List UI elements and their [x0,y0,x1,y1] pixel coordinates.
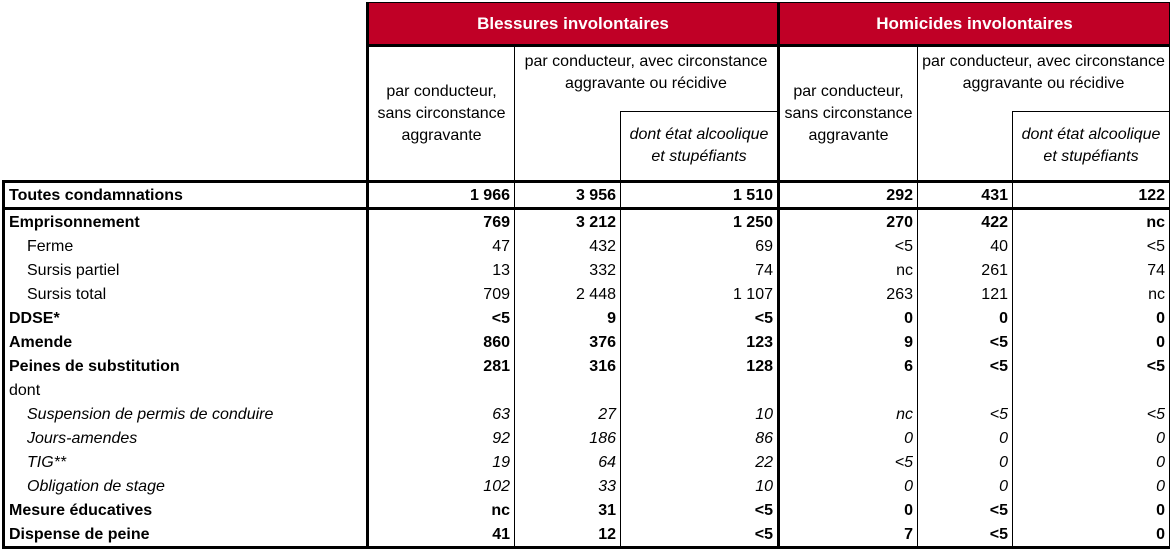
subhead-blessures-sans: par conducteur, sans circonstance aggravante [368,46,515,182]
row-label: Dispense de peine [4,522,368,548]
cell-value: <5 [918,522,1013,548]
row-label: Jours-amendes [4,426,368,450]
cell-value: 432 [515,234,621,258]
cell-value: 0 [779,306,918,330]
cell-value: 709 [368,282,515,306]
cell-value: 1 510 [621,182,779,209]
table-row [4,378,1170,402]
cell-value: 0 [779,498,918,522]
subheader-row-1 [4,46,1170,112]
cell-value: 281 [368,354,515,378]
cell-value: 63 [368,402,515,426]
cell-value: <5 [1013,402,1170,426]
cell-value: 270 [779,209,918,235]
cell-value [779,378,918,402]
cell-value: <5 [621,306,779,330]
table-row [4,354,1170,378]
subheader-row-2 [4,112,1170,182]
cell-value: 0 [1013,474,1170,498]
cell-value: <5 [1013,354,1170,378]
row-label: dont [4,378,368,402]
cell-value: 3 212 [515,209,621,235]
cell-value: 47 [368,234,515,258]
cell-value [1013,378,1170,402]
cell-value: 261 [918,258,1013,282]
subhead-homicides-avec: par conducteur, avec circonstance aggravante ou récidive [918,46,1170,112]
cell-value: <5 [918,354,1013,378]
row-label: Toutes condamnations [4,182,368,209]
cell-value: <5 [779,234,918,258]
row-label: Peines de substitution [4,354,368,378]
corner-cell [4,46,368,112]
subhead-blessures-dont: dont état alcoolique et stupéfiants [621,112,779,182]
cell-value: 2 448 [515,282,621,306]
subhead-blessures-avec: par conducteur, avec circonstance aggravante ou récidive [515,46,779,112]
cell-value: 0 [1013,498,1170,522]
cell-value: 69 [621,234,779,258]
cell-value: nc [779,258,918,282]
cell-value: 769 [368,209,515,235]
table-row [4,282,1170,306]
cell-value: 64 [515,450,621,474]
table-row [4,402,1170,426]
table-row [4,258,1170,282]
cell-value: 3 956 [515,182,621,209]
row-label: Sursis total [4,282,368,306]
table-row [4,522,1170,548]
row-label: Suspension de permis de conduire [4,402,368,426]
group-header-homicides: Homicides involontaires [779,3,1170,46]
cell-value: 376 [515,330,621,354]
table-row [4,474,1170,498]
cell-value: 123 [621,330,779,354]
subhead-blessures-avec-spacer [515,112,621,182]
cell-value [621,378,779,402]
row-label: Obligation de stage [4,474,368,498]
table-row [4,330,1170,354]
group-header-row [4,3,1170,46]
subhead-homicides-sans: par conducteur, sans circonstance aggravante [779,46,918,182]
table-row [4,450,1170,474]
cell-value: 10 [621,474,779,498]
cell-value: nc [1013,282,1170,306]
corner-cell [4,3,368,46]
cell-value: 422 [918,209,1013,235]
cell-value: 0 [1013,426,1170,450]
group-header-blessures: Blessures involontaires [368,3,779,46]
cell-value: 128 [621,354,779,378]
cell-value: 33 [515,474,621,498]
cell-value: 1 966 [368,182,515,209]
cell-value: 92 [368,426,515,450]
cell-value: 7 [779,522,918,548]
cell-value: 74 [1013,258,1170,282]
cell-value: 102 [368,474,515,498]
cell-value: 186 [515,426,621,450]
cell-value: 0 [779,474,918,498]
cell-value: 0 [918,450,1013,474]
corner-cell [4,112,368,182]
row-label: Ferme [4,234,368,258]
cell-value: 13 [368,258,515,282]
sentencing-table [2,2,1170,549]
table-row [4,498,1170,522]
cell-value [515,378,621,402]
row-label: Sursis partiel [4,258,368,282]
row-label: Amende [4,330,368,354]
cell-value: 431 [918,182,1013,209]
cell-value: 12 [515,522,621,548]
cell-value: <5 [621,498,779,522]
cell-value: 0 [1013,522,1170,548]
cell-value: 19 [368,450,515,474]
cell-value: 332 [515,258,621,282]
table-row [4,426,1170,450]
cell-value: <5 [368,306,515,330]
cell-value: 316 [515,354,621,378]
cell-value: 1 250 [621,209,779,235]
cell-value: <5 [918,498,1013,522]
cell-value: 74 [621,258,779,282]
cell-value: 41 [368,522,515,548]
cell-value: 0 [918,474,1013,498]
cell-value: 31 [515,498,621,522]
cell-value: nc [1013,209,1170,235]
table-row [4,209,1170,235]
row-label: DDSE* [4,306,368,330]
cell-value: 1 107 [621,282,779,306]
cell-value: 0 [918,306,1013,330]
table-row [4,306,1170,330]
cell-value: 0 [918,426,1013,450]
cell-value: 0 [779,426,918,450]
cell-value: nc [779,402,918,426]
cell-value: 0 [1013,330,1170,354]
cell-value: nc [368,498,515,522]
cell-value: 22 [621,450,779,474]
cell-value: 0 [1013,306,1170,330]
cell-value: 121 [918,282,1013,306]
cell-value [918,378,1013,402]
row-label: TIG** [4,450,368,474]
cell-value: <5 [918,330,1013,354]
cell-value: 292 [779,182,918,209]
cell-value: 9 [515,306,621,330]
cell-value: <5 [918,402,1013,426]
cell-value [368,378,515,402]
cell-value: <5 [621,522,779,548]
cell-value: <5 [1013,234,1170,258]
cell-value: 9 [779,330,918,354]
subhead-homicides-dont: dont état alcoolique et stupéfiants [1013,112,1170,182]
cell-value: 40 [918,234,1013,258]
subhead-homicides-avec-spacer [918,112,1013,182]
cell-value: 122 [1013,182,1170,209]
cell-value: 263 [779,282,918,306]
row-label: Mesure éducatives [4,498,368,522]
cell-value: 860 [368,330,515,354]
cell-value: 86 [621,426,779,450]
cell-value: 27 [515,402,621,426]
row-label: Emprisonnement [4,209,368,235]
cell-value: <5 [779,450,918,474]
table-row [4,234,1170,258]
cell-value: 10 [621,402,779,426]
cell-value: 6 [779,354,918,378]
cell-value: 0 [1013,450,1170,474]
table-row [4,182,1170,209]
